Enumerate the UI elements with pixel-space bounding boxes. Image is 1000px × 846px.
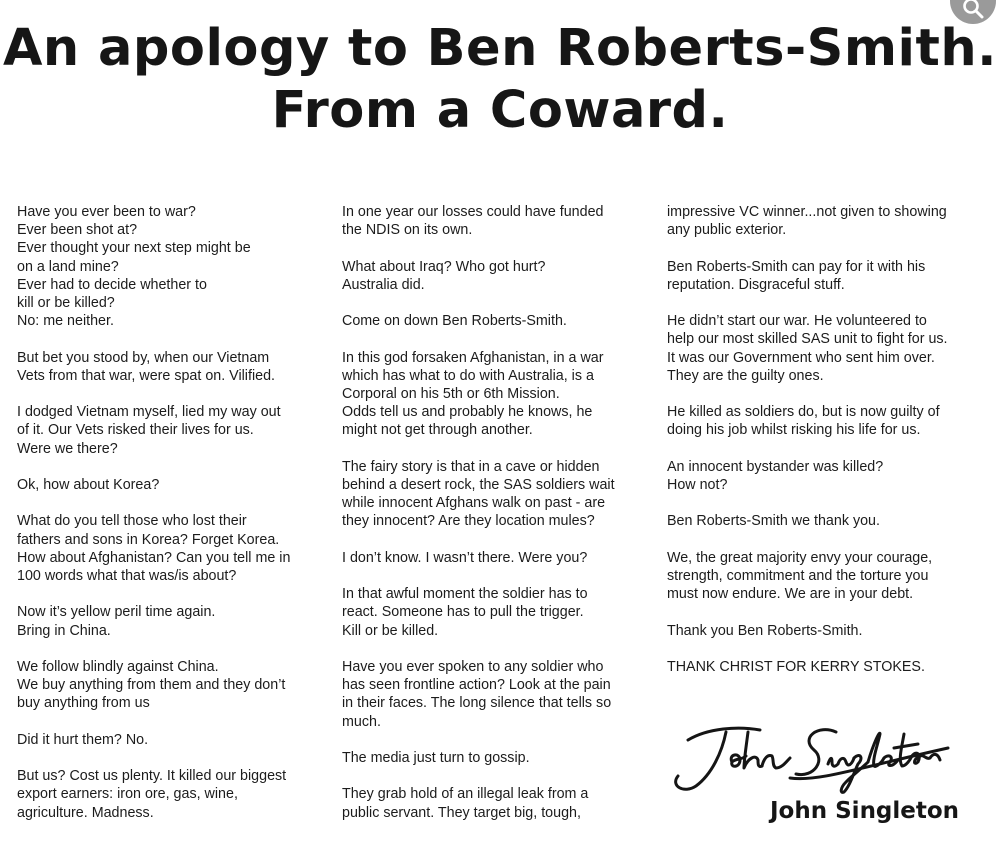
paragraph: Have you ever been to war? Ever been shot at? Ever thought your next step might be on a land mine? Ever had to decide whether to kill or be killed? No: me neither. bbox=[17, 204, 251, 330]
column-1 bbox=[17, 203, 327, 840]
paragraph: Come on down Ben Roberts-Smith. bbox=[342, 313, 567, 330]
paragraph: Ben Roberts-Smith we thank you. bbox=[667, 513, 880, 530]
paragraph: What do you tell those who lost their fathers and sons in Korea? Forget Korea. How about Afghanistan? Can you tell me in 100 words what that was/is about? bbox=[17, 513, 291, 584]
column-2 bbox=[342, 203, 647, 840]
paragraph: The media just turn to gossip. bbox=[342, 749, 530, 766]
paragraph: An innocent bystander was killed? How not? bbox=[667, 458, 884, 493]
headline-line-2: From a Coward. bbox=[271, 81, 729, 140]
paragraph: Ok, how about Korea? bbox=[17, 477, 160, 493]
paragraph: In this god forsaken Afghanistan, in a war which has what to do with Australia, is a Corporal on his 5th or 6th Mission. Odds tell us and probably he knows, he might not get through another. bbox=[342, 349, 604, 439]
paragraph: Did it hurt them? No. bbox=[17, 731, 149, 748]
paragraph: He didn’t start our war. He volunteered to help our most skilled SAS unit to fight for us. It was our Government who sent him over. They are the guilty ones. bbox=[667, 313, 948, 384]
headline bbox=[0, 18, 1000, 142]
paragraph: impressive VC winner...not given to showing any public exterior. bbox=[667, 204, 947, 239]
paragraph: Have you ever spoken to any soldier who has seen frontline action? Look at the pain in their faces. The long silence that tells so much. bbox=[342, 658, 612, 730]
magnifier-icon bbox=[961, 0, 985, 20]
paragraph: Ben Roberts-Smith can pay for it with his reputation. Disgraceful stuff. bbox=[667, 258, 926, 293]
paragraph: But us? Cost us plenty. It killed our biggest export earners: iron ore, gas, wine, agriculture. Madness. bbox=[17, 768, 287, 821]
headline-line-1: An apology to Ben Roberts-Smith. bbox=[2, 19, 998, 78]
paragraph: They grab hold of an illegal leak from a public servant. They target big, tough, bbox=[342, 786, 589, 821]
paragraph: The fairy story is that in a cave or hidden behind a desert rock, the SAS soldiers wait while innocent Afghans walk on past - are they innocent? Are they location mules? bbox=[342, 458, 615, 530]
paragraph: Now it’s yellow peril time again. Bring in China. bbox=[17, 604, 216, 639]
signatory-name: John Singleton bbox=[770, 798, 960, 824]
paragraph: I don’t know. I wasn’t there. Were you? bbox=[342, 549, 588, 566]
paragraph: But bet you stood by, when our Vietnam Vets from that war, were spat on. Vilified. bbox=[17, 349, 275, 384]
paragraph: Thank you Ben Roberts-Smith. bbox=[667, 622, 863, 639]
paragraph: In that awful moment the soldier has to react. Someone has to pull the trigger. Kill or be killed. bbox=[342, 586, 588, 639]
paragraph: What about Iraq? Who got hurt? Australia did. bbox=[342, 258, 546, 293]
handwritten-signature bbox=[668, 712, 968, 797]
paragraph: In one year our losses could have funded the NDIS on its own. bbox=[342, 204, 604, 239]
paragraph: He killed as soldiers do, but is now guilty of doing his job whilst risking his life for us. bbox=[667, 404, 940, 439]
paragraph: We follow blindly against China. We buy anything from them and they don’t buy anything from us bbox=[17, 658, 286, 712]
paragraph: THANK CHRIST FOR KERRY STOKES. bbox=[667, 658, 925, 675]
paragraph: I dodged Vietnam myself, lied my way out of it. Our Vets risked their lives for us. Were we there? bbox=[17, 404, 281, 457]
paragraph: We, the great majority envy your courage, strength, commitment and the torture you must now endure. We are in your debt. bbox=[667, 549, 933, 603]
column-3 bbox=[667, 203, 982, 694]
